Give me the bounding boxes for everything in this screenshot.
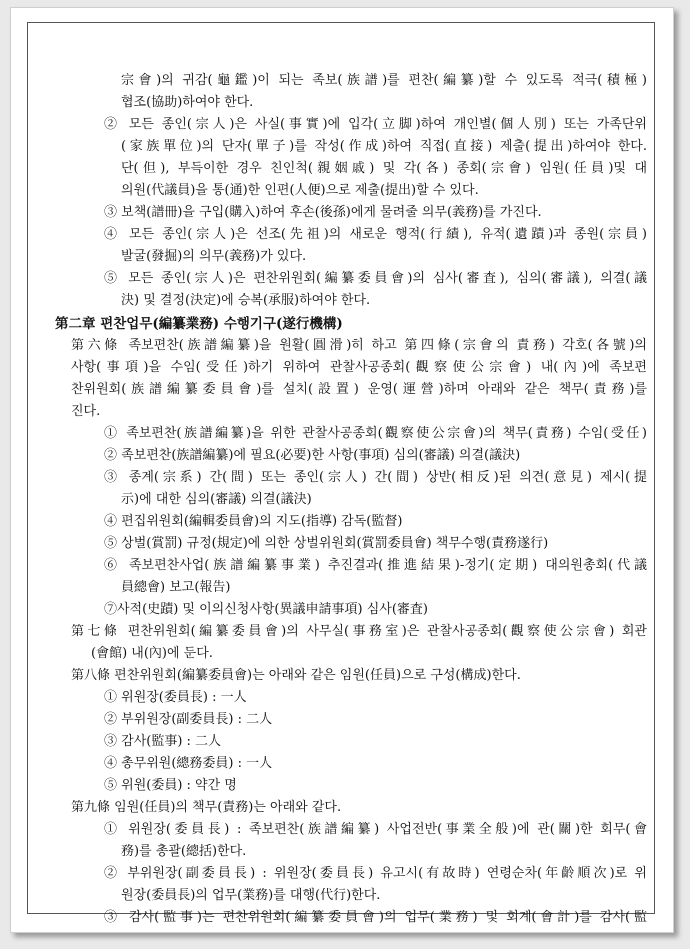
document-page xyxy=(10,7,674,933)
text-line: (家族單位)의 단자(單子)를 작성(作成)하여 직접(直接) 제출(提出)하여야 한다. xyxy=(121,139,647,154)
list-item: ⑥ 족보편찬사업(族譜編纂事業) 추진결과(推進結果)-정기(定期) 대의원총회(代議 xyxy=(104,558,647,573)
text-line: 示)에 대한 심의(審議) 의결(議決) xyxy=(121,492,312,507)
text-line: 의원(代議員)을 통(通)한 인편(人便)으로 제출(提出)할 수 있다. xyxy=(121,183,479,198)
text-line: 단(但), 부득이한 경우 친인척(親姻戚) 및 각(各) 종회(宗會) 임원(任員)및 대 xyxy=(121,161,647,176)
chapter-heading: 第二章 편찬업무(編纂業務) 수행기구(遂行機構) xyxy=(55,316,343,332)
list-item: ① 위원장(委員長) : 족보편찬(族譜編纂) 사업전반(事業全般)에 관(關)한 회무(會 xyxy=(104,822,647,837)
article-text: 第九條 임원(任員)의 책무(責務)는 아래와 같다. xyxy=(71,800,342,815)
list-item: ④ 편집위원회(編輯委員會)의 지도(指導) 감독(監督) xyxy=(104,514,403,529)
list-item: ④ 총무위원(總務委員) : 一人 xyxy=(104,756,273,771)
list-item: ② 부위원장(副委員長) : 위원장(委員長) 유고시(有故時) 연령순차(年齡順次)로 위 xyxy=(104,866,647,881)
list-item: ② 모든 종인(宗人)은 사실(事實)에 입각(立脚)하여 개인별(個人別) 또는 가족단위 xyxy=(104,117,647,132)
text-line: 宗會)의 귀감(龜鑑)이 되는 족보(族譜)를 편찬(編纂)할 수 있도록 적극(積極) xyxy=(121,73,647,88)
text-line: 협조(協助)하여야 한다. xyxy=(121,95,254,110)
text-line: 員總會) 보고(報告) xyxy=(121,580,231,595)
text-line: 발굴(發掘)의 의무(義務)가 있다. xyxy=(121,249,307,264)
article-text: 第七條 편찬위원회(編纂委員會)의 사무실(事務室)은 관찰사공종회(觀察使公宗會) 회관 xyxy=(71,624,647,639)
list-item: ② 족보편찬(族譜編纂)에 필요(必要)한 사항(事項) 심의(審議) 의결(議決) xyxy=(104,448,521,463)
text-line: 찬위원회(族譜編纂委員會)를 설치(設置) 운영(運營)하며 아래와 같은 책무(責務)를 xyxy=(71,382,647,397)
text-line: 務)를 총괄(總括)한다. xyxy=(121,844,247,859)
list-item: ⑤ 상벌(賞罰) 규정(規定)에 의한 상벌위원회(賞罰委員會) 책무수행(責務遂行) xyxy=(104,536,549,551)
text-line: 사항(事項)을 수임(受任)하기 위하여 관찰사공종회(觀察使公宗會) 내(內)에 족보편 xyxy=(71,360,647,375)
list-item: ③ 종계(宗系) 간(間) 또는 종인(宗人) 간(間) 상반(相反)된 의견(意見) 제시(提 xyxy=(104,470,647,485)
list-item: ④ 모든 종인(宗人)은 선조(先祖)의 새로운 행적(行績), 유적(遺蹟)과 종원(宗員) xyxy=(104,227,647,242)
article-text: 第八條 편찬위원회(編纂委員會)는 아래와 같은 임원(任員)으로 구성(構成)한다. xyxy=(71,668,521,683)
list-item: ① 위원장(委員長) : 一人 xyxy=(104,690,247,705)
list-item: ③ 보책(譜冊)을 구입(購入)하여 후손(後孫)에게 물려줄 의무(義務)를 가진다. xyxy=(104,205,542,220)
list-item: ⑤ 위원(委員) : 약간 명 xyxy=(104,778,237,793)
text-line: 원장(委員長)의 업무(業務)를 대행(代行)한다. xyxy=(121,888,381,903)
list-item: ③ 감사(監事)는 편찬위원회(編纂委員會)의 업무(業務) 및 회계(會計)를 감사(監 xyxy=(104,910,647,925)
text-line: 決) 및 결정(決定)에 승복(承服)하여야 한다. xyxy=(121,293,371,308)
article-text: 第六條 족보편찬(族譜編纂)을 원활(圓滑)히 하고 第四條(宗會의 責務) 각호(各號)의 xyxy=(71,338,647,353)
list-item: ⑤ 모든 종인(宗人)은 편찬위원회(編纂委員會)의 심사(審査), 심의(審議), 의결(議 xyxy=(104,271,647,286)
list-item: ② 부위원장(副委員長) : 二人 xyxy=(104,712,273,727)
list-item: ③ 감사(監事) : 二人 xyxy=(104,734,222,749)
text-line: (會館) 내(內)에 둔다. xyxy=(91,646,213,661)
list-item: ① 족보편찬(族譜編纂)을 위한 관찰사공종회(觀察使公宗會)의 책무(責務) 수임(受任) xyxy=(104,426,647,441)
text-line: 진다. xyxy=(71,404,101,419)
list-item: ⑦사적(史蹟) 및 이의신청사항(異議申請事項) 심사(審査) xyxy=(104,602,428,617)
